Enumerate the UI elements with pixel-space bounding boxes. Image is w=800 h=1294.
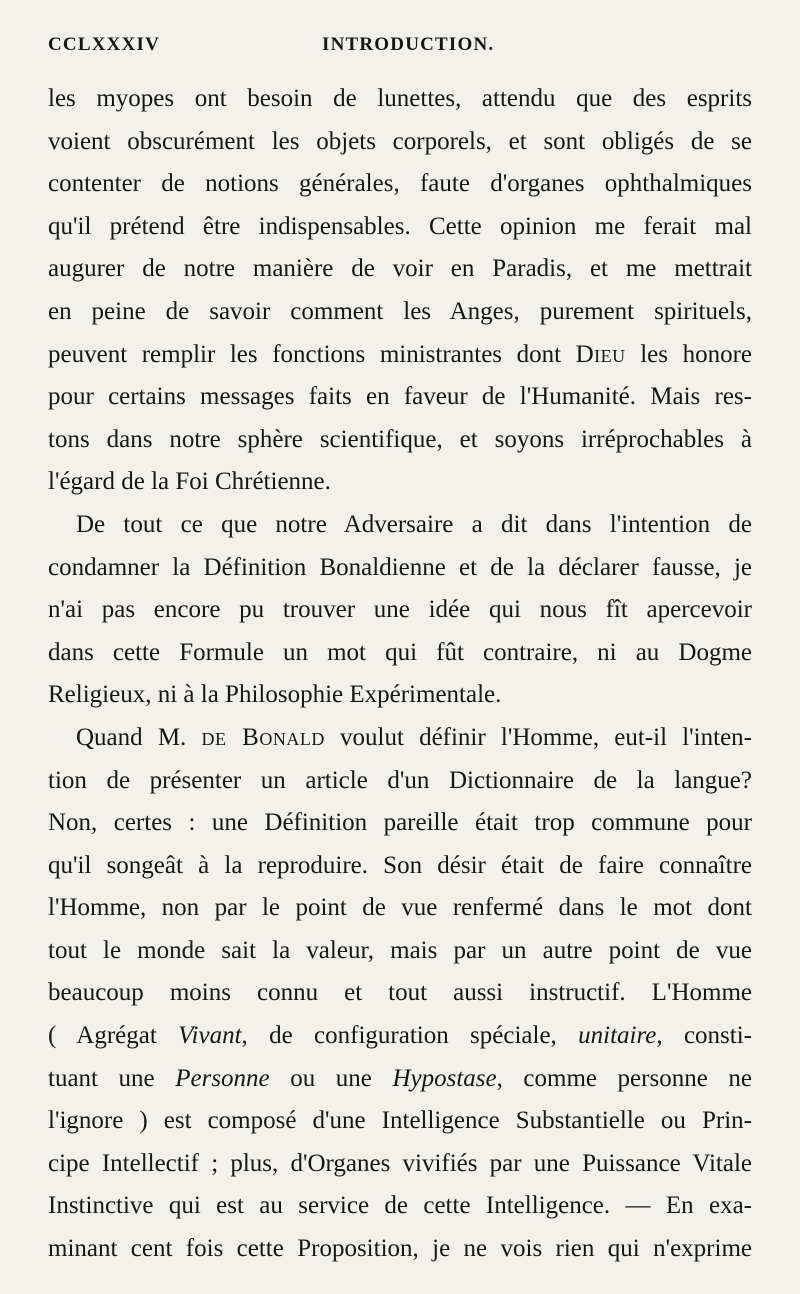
text-line [48, 1058, 752, 1101]
text-line: pour certains messages faits en faveur de l'Humanité. Mais res- [48, 383, 752, 411]
text-line: cipe Intellectif ; plus, d'Organes vivifiés par une Puissance Vitale [48, 1149, 752, 1177]
small-caps-name: de Bonald [201, 723, 325, 751]
text-line: minant cent fois cette Proposition, je ne vois rien qui n'exprime [48, 1235, 752, 1263]
text-line: De tout ce que notre Adversaire a dit dans l'intention de [76, 510, 752, 538]
text-line: l'Homme, non par le point de vue renfermé dans le mot dont [48, 894, 752, 922]
running-head: INTRODUCTION. [322, 34, 495, 55]
text-run: tuant une [48, 1064, 176, 1092]
text-line: voient obscurément les objets corporels, et sont obligés de se [48, 127, 752, 155]
page-header [0, 34, 800, 62]
text-line [48, 717, 752, 760]
text-run: ou une [269, 1064, 393, 1092]
text-line: dans cette Formule un mot qui fût contraire, ni au Dogme [48, 638, 752, 666]
text-line: beaucoup moins connu et tout aussi instructif. L'Homme [48, 979, 752, 1007]
text-run: , consti- [656, 1022, 752, 1050]
text-line: l'égard de la Foi Chrétienne. [48, 468, 331, 496]
italic-word: Hypostase [392, 1064, 497, 1092]
small-caps-word: Dieu [575, 340, 626, 368]
text-line: contenter de notions générales, faute d'organes ophthalmiques [48, 170, 752, 198]
text-line [48, 1015, 752, 1058]
text-line: tout le monde sait la valeur, mais par un autre point de vue [48, 936, 752, 964]
text-run: peuvent remplir les fonctions ministrantes dont [48, 340, 576, 368]
text-line: tons dans notre sphère scientifique, et soyons irréprochables à [48, 425, 752, 453]
text-line: tion de présenter un article d'un Dictionnaire de la langue? [48, 766, 752, 794]
text-run: , de configuration spéciale, [241, 1022, 579, 1050]
italic-word: Vivant [178, 1022, 242, 1050]
text-line: Non, certes : une Définition pareille était trop commune pour [48, 809, 752, 837]
text-line: qu'il songeât à la reproduire. Son désir était de faire connaître [48, 851, 752, 879]
page-number: CCLXXXIV [48, 34, 160, 55]
text-line [48, 334, 752, 377]
text-line: Instinctive qui est au service de cette Intelligence. — En exa- [48, 1192, 752, 1220]
text-run: Quand M. [76, 723, 202, 751]
text-line: condamner la Définition Bonaldienne et de la déclarer fausse, je [48, 553, 752, 581]
text-line: Religieux, ni à la Philosophie Expérimentale. [48, 681, 502, 709]
text-line: les myopes ont besoin de lunettes, attendu que des esprits [48, 85, 752, 112]
italic-word: unitaire [578, 1022, 657, 1050]
text-run: les honore [625, 340, 752, 368]
italic-word: Personne [175, 1064, 270, 1092]
text-line: n'ai pas encore pu trouver une idée qui nous fît apercevoir [48, 596, 752, 624]
text-run: , comme personne ne [496, 1064, 752, 1092]
text-run: ( Agrégat [48, 1022, 179, 1050]
text-line: qu'il prétend être indispensables. Cette opinion me ferait mal [48, 212, 752, 240]
text-line: en peine de savoir comment les Anges, purement spirituels, [48, 297, 752, 325]
text-run: voulut définir l'Homme, eut-il l'inten- [324, 723, 752, 751]
text-line: l'ignore ) est composé d'une Intelligence Substantielle ou Prin- [48, 1107, 752, 1135]
text-line: augurer de notre manière de voir en Paradis, et me mettrait [48, 255, 752, 283]
body-text [48, 78, 752, 1271]
